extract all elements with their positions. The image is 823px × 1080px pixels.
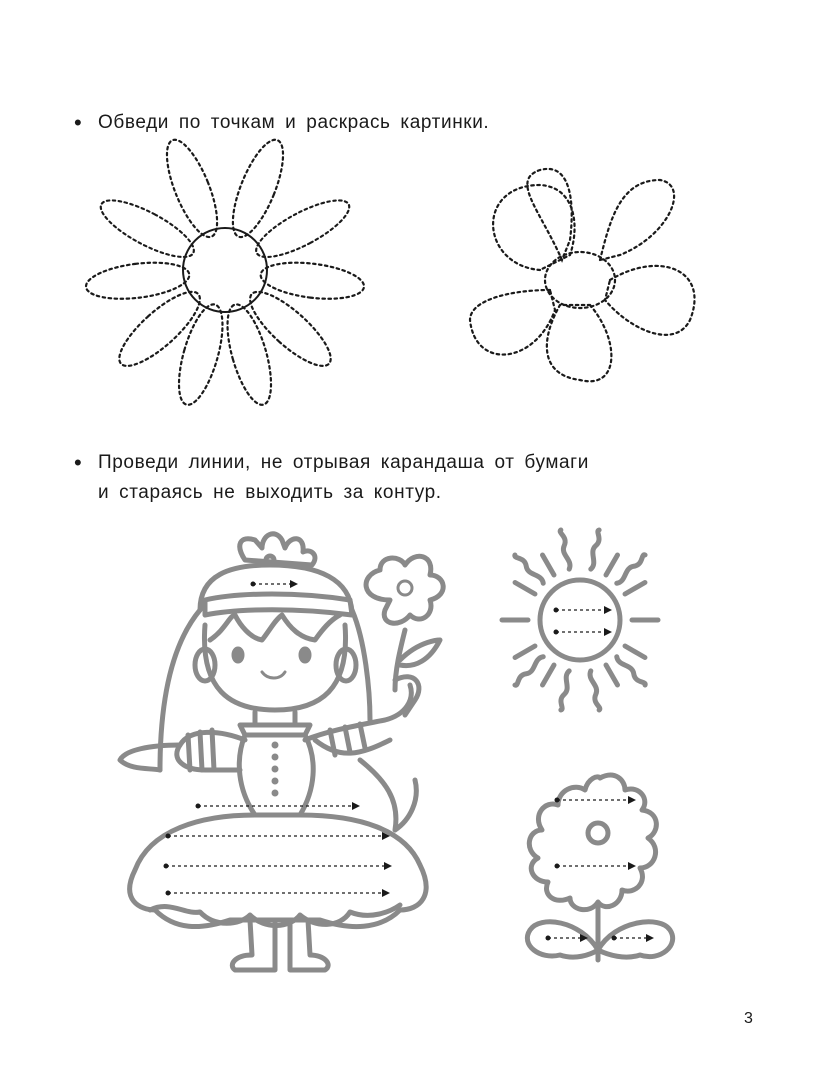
princess-outline [120,534,443,970]
bullet: • [74,450,83,475]
tracing-arrows-sun [554,606,613,636]
instruction-text-line2: и стараясь не выходить за контур. [98,482,442,503]
dotted-five-petal-flower [470,169,695,381]
bullet: • [74,110,83,135]
instruction-text-line1: Проведи линии, не отрывая карандаша от бумаги [98,452,589,473]
dotted-daisy [84,134,366,409]
sun-outline [502,530,658,711]
instruction-text: Обведи по точкам и раскрась картинки. [98,112,490,133]
page-number: 3 [744,1010,753,1027]
flower-outline [527,775,672,960]
